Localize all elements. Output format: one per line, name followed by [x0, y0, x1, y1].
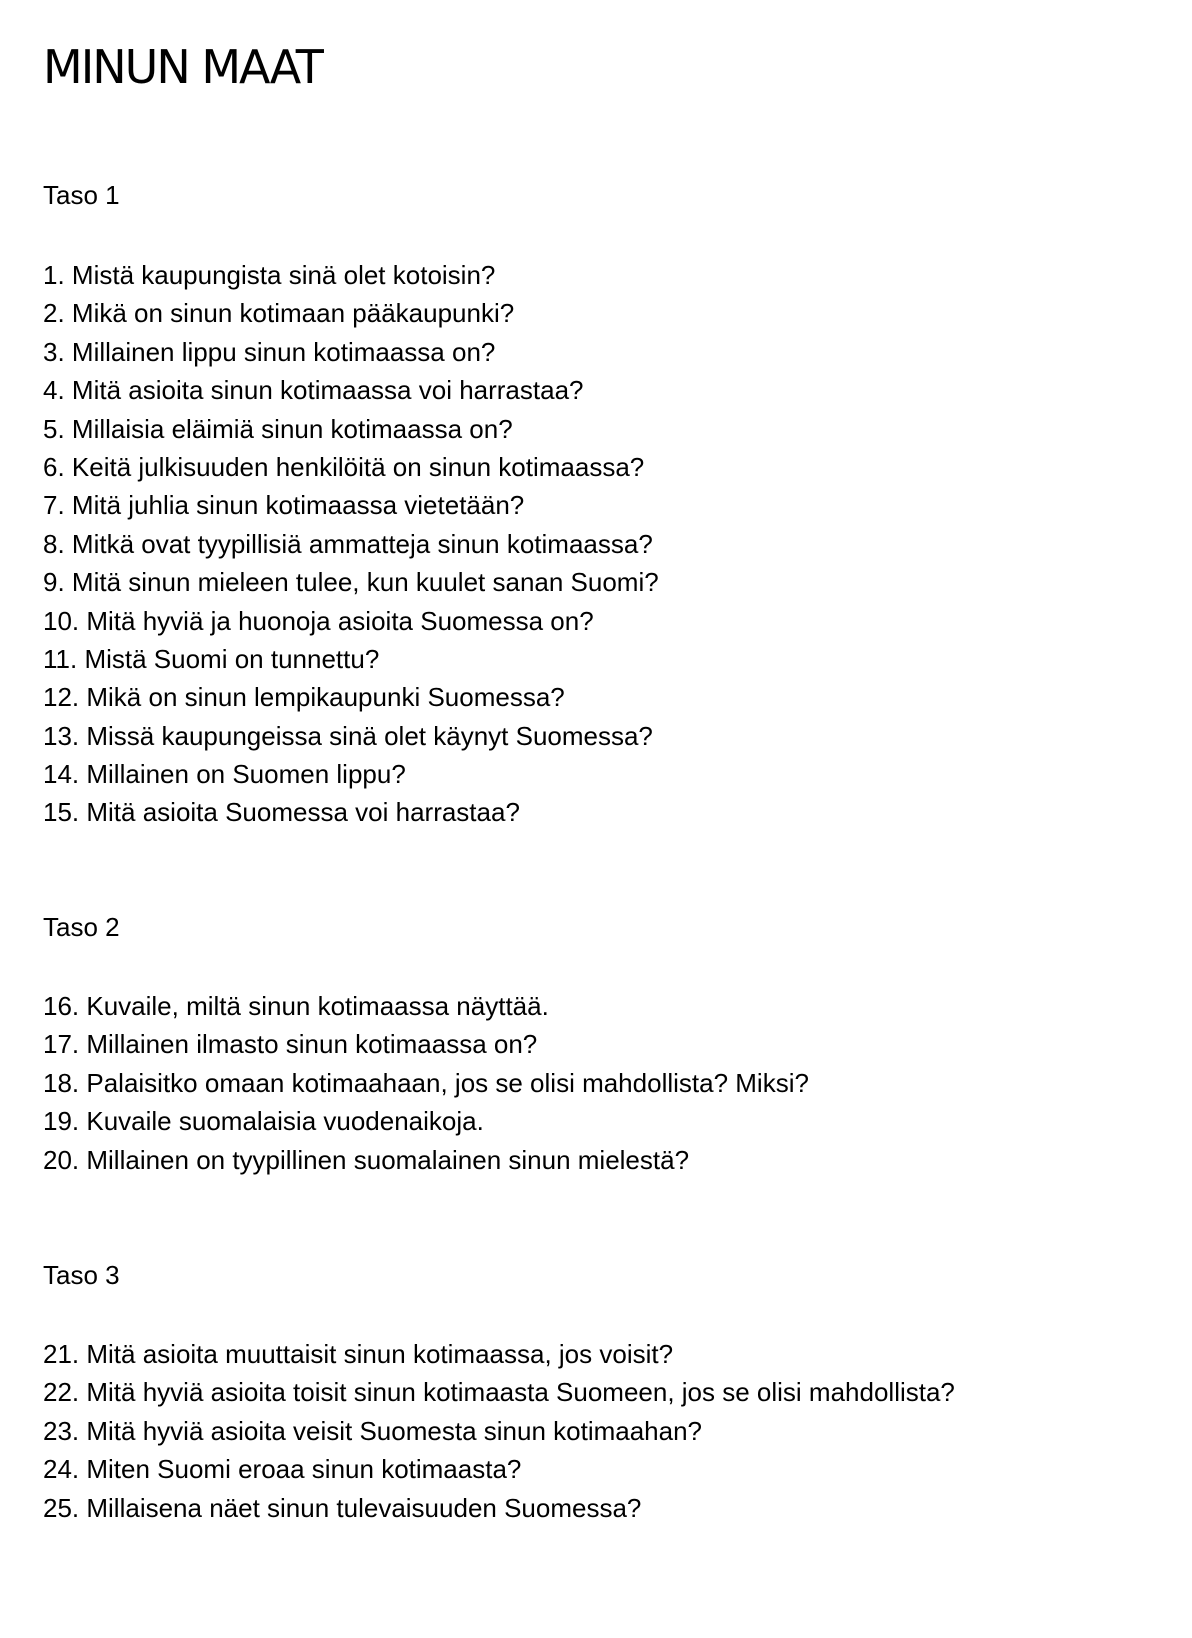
- question-item: 17. Millainen ilmasto sinun kotimaassa on?: [43, 1029, 538, 1060]
- level-heading: Taso 3: [43, 1260, 120, 1290]
- question-item: 10. Mitä hyviä ja huonoja asioita Suomessa on?: [43, 605, 594, 636]
- question-item: 2. Mikä on sinun kotimaan pääkaupunki?: [43, 298, 515, 329]
- question-item: 24. Miten Suomi eroaa sinun kotimaasta?: [43, 1454, 522, 1485]
- question-item: 19. Kuvaile suomalaisia vuodenaikoja.: [43, 1106, 484, 1137]
- question-item: 4. Mitä asioita sinun kotimaassa voi harrastaa?: [43, 375, 584, 406]
- question-item: 22. Mitä hyviä asioita toisit sinun kotimaasta Suomeen, jos se olisi mahdollista?: [43, 1377, 955, 1408]
- question-item: 16. Kuvaile, miltä sinun kotimaassa näyttää.: [43, 991, 549, 1021]
- question-item: 3. Millainen lippu sinun kotimaassa on?: [43, 336, 496, 367]
- level-heading: Taso 2: [43, 912, 120, 942]
- question-item: 23. Mitä hyviä asioita veisit Suomesta sinun kotimaahan?: [43, 1415, 703, 1446]
- question-item: 7. Mitä juhlia sinun kotimaassa vietetään?: [43, 490, 525, 521]
- level-heading: Taso 1: [43, 180, 120, 210]
- question-item: 25. Millaisena näet sinun tulevaisuuden Suomessa?: [43, 1492, 642, 1523]
- question-list: [43, 1335, 955, 1527]
- question-item: 13. Missä kaupungeissa sinä olet käynyt Suomessa?: [43, 720, 653, 751]
- question-item: 1. Mistä kaupungista sinä olet kotoisin?: [43, 260, 496, 290]
- question-item: 14. Millainen on Suomen lippu?: [43, 759, 406, 790]
- question-item: 8. Mitkä ovat tyypillisiä ammatteja sinun kotimaassa?: [43, 528, 653, 559]
- question-item: 5. Millaisia eläimiä sinun kotimaassa on?: [43, 413, 513, 444]
- question-item: 21. Mitä asioita muuttaisit sinun kotimaassa, jos voisit?: [43, 1339, 674, 1369]
- question-item: 11. Mistä Suomi on tunnettu?: [43, 643, 380, 674]
- question-list: [43, 256, 659, 832]
- question-item: 18. Palaisitko omaan kotimaahaan, jos se olisi mahdollista? Miksi?: [43, 1067, 809, 1098]
- question-list: [43, 987, 809, 1179]
- question-item: 6. Keitä julkisuuden henkilöitä on sinun kotimaassa?: [43, 451, 645, 482]
- question-item: 15. Mitä asioita Suomessa voi harrastaa?: [43, 797, 520, 828]
- page-title: MINUN MAAT: [43, 40, 322, 94]
- question-item: 12. Mikä on sinun lempikaupunki Suomessa?: [43, 682, 565, 713]
- question-item: 20. Millainen on tyypillinen suomalainen sinun mielestä?: [43, 1144, 690, 1175]
- question-item: 9. Mitä sinun mieleen tulee, kun kuulet sanan Suomi?: [43, 567, 659, 598]
